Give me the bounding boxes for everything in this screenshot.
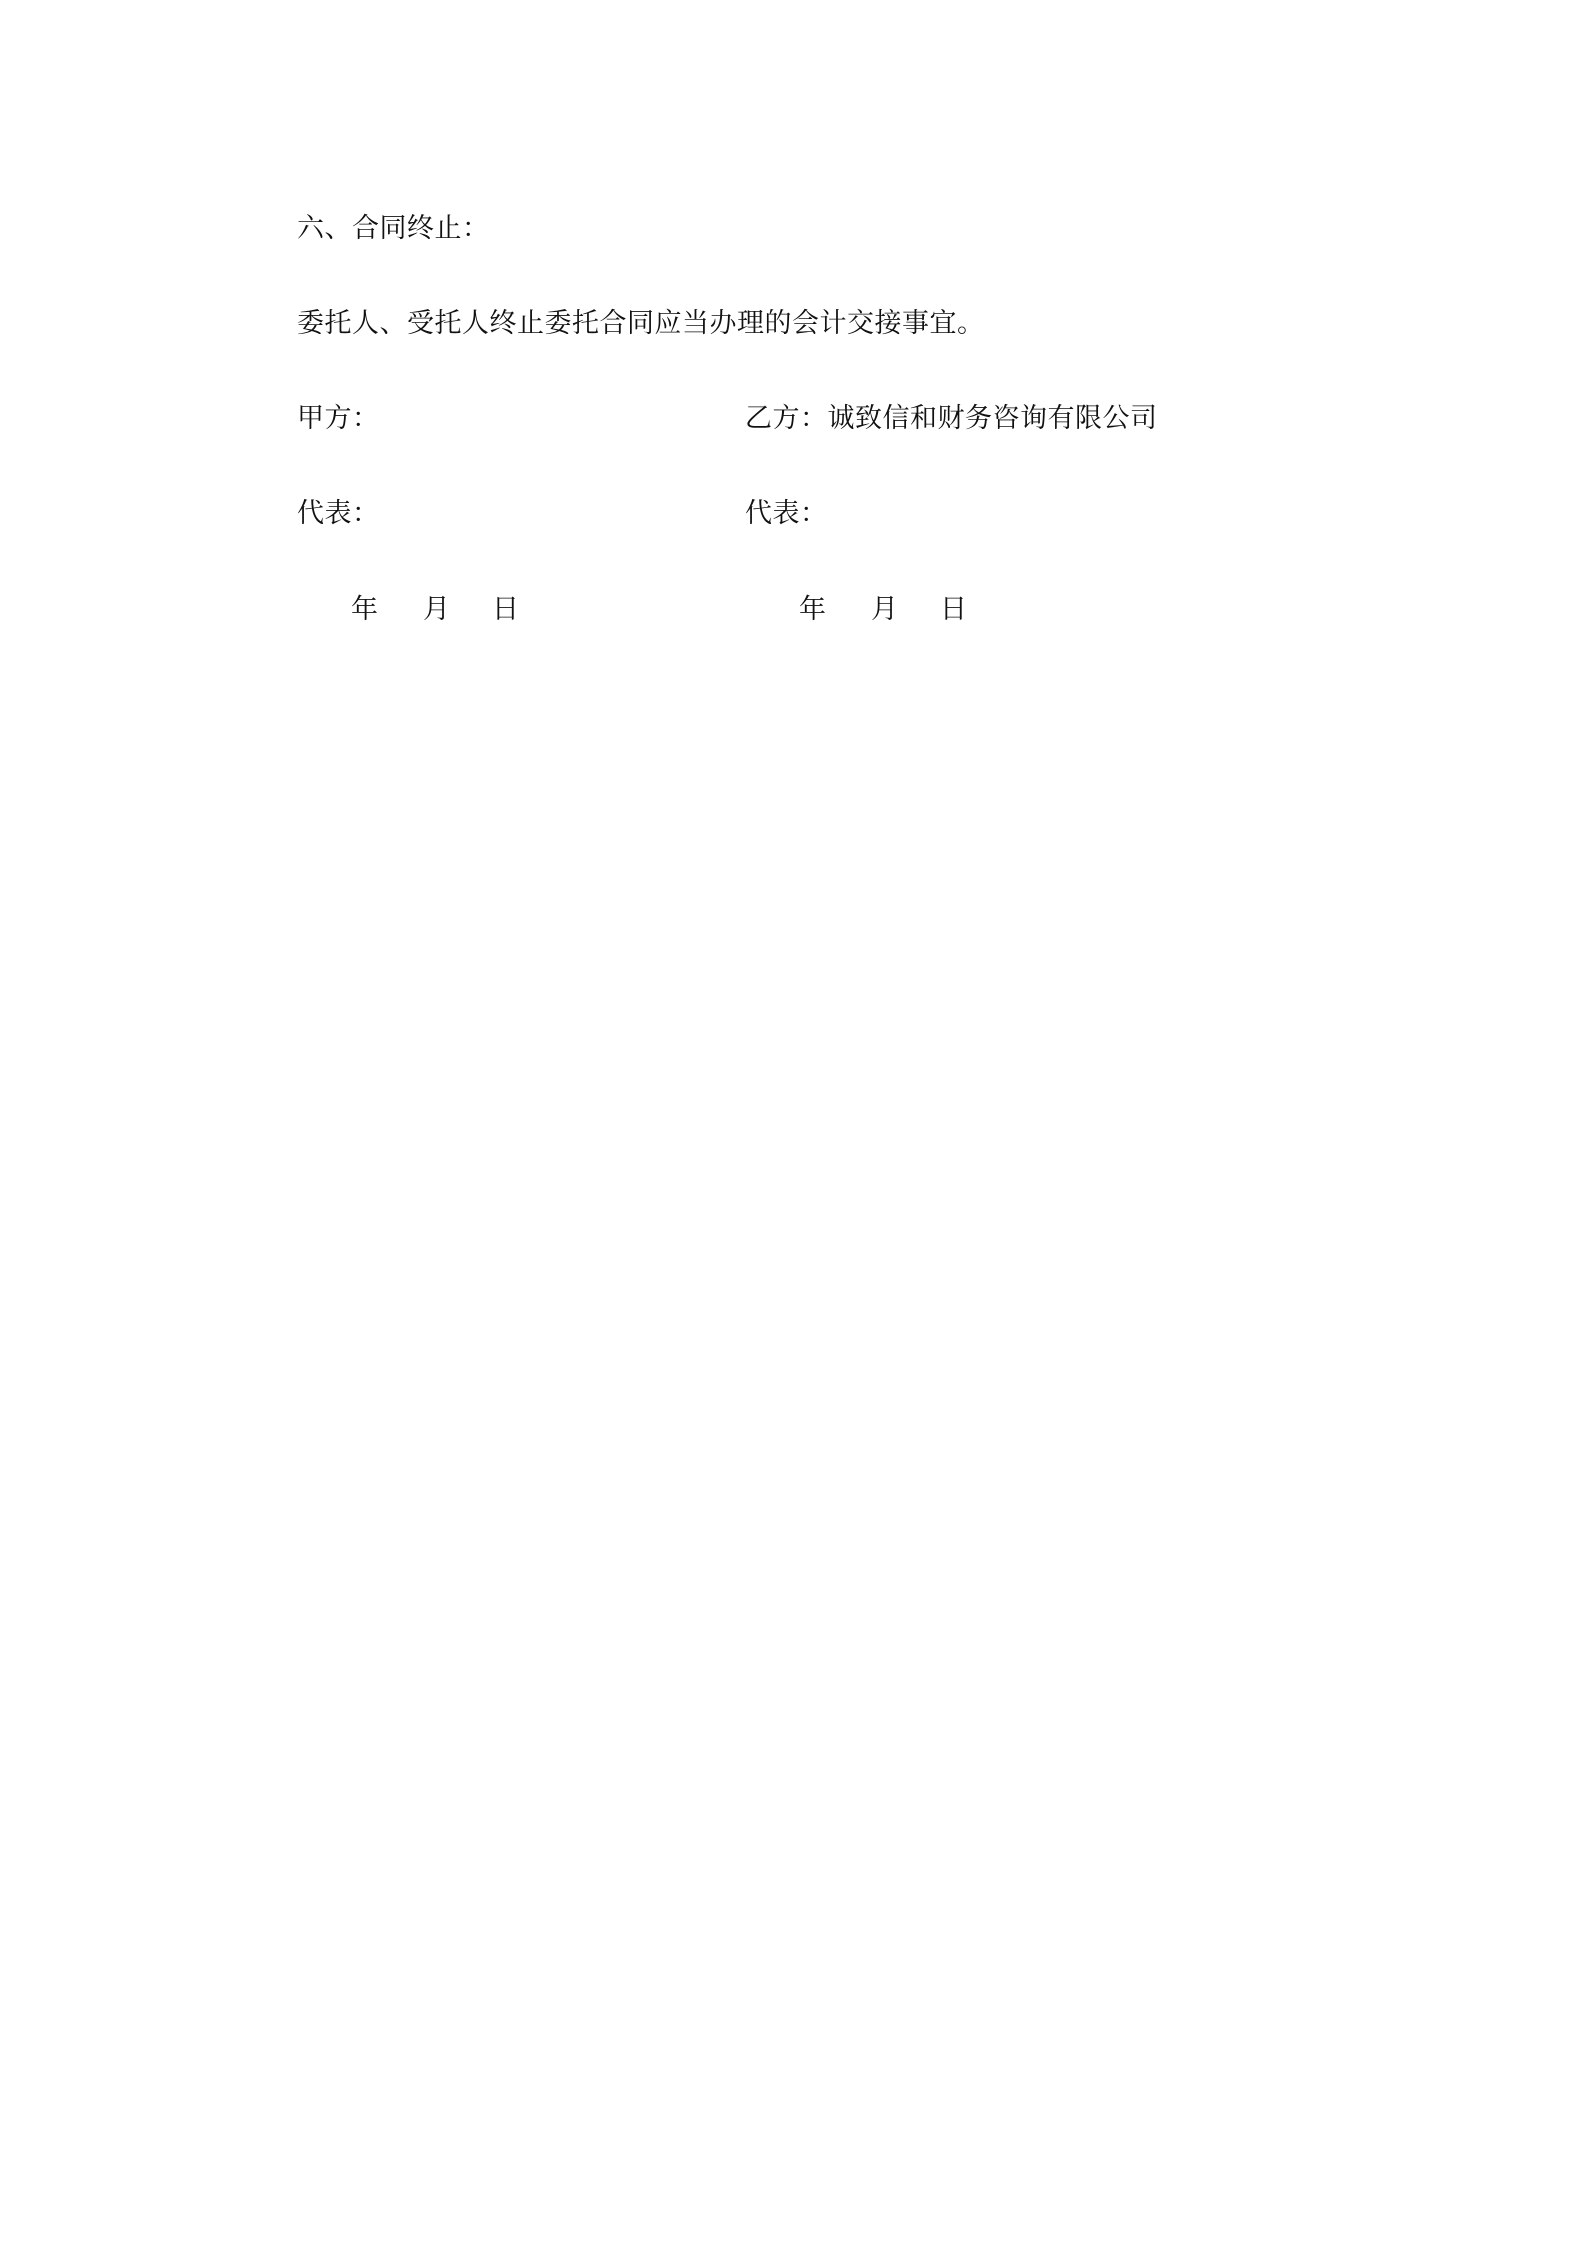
- party-a-label: 甲方：: [297, 403, 380, 434]
- party-a-date-month: 月: [423, 594, 450, 625]
- party-b-representative-label: 代表：: [745, 498, 828, 529]
- section-heading: 六、合同终止：: [297, 213, 490, 244]
- party-b-date-year: 年: [799, 594, 826, 625]
- section-body-text: 委托人、受托人终止委托合同应当办理的会计交接事宜。: [297, 308, 985, 339]
- party-a-representative-label: 代表：: [297, 498, 380, 529]
- party-b-label: 乙方：诚致信和财务咨询有限公司: [745, 403, 1158, 434]
- party-b-date-month: 月: [871, 594, 898, 625]
- party-a-date-year: 年: [351, 594, 378, 625]
- party-b-date-day: 日: [940, 594, 967, 625]
- party-a-date-day: 日: [492, 594, 519, 625]
